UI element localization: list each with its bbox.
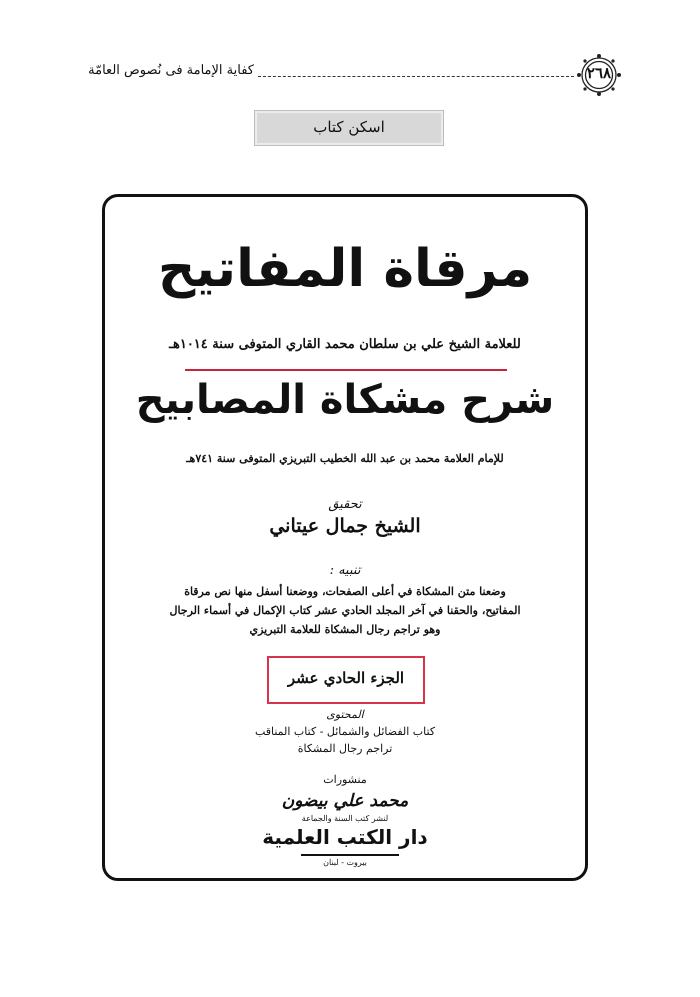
- title-divider: [185, 369, 507, 371]
- note-line: المفاتيح، والحقنا في آخر المجلد الحادي عشر كتاب الإكمال في أسماء الرجال: [169, 604, 521, 617]
- author-line: للعلامة الشيخ علي بن سلطان محمد القاري المتوفى سنة ١٠١٤هـ: [169, 337, 521, 352]
- tahqiq-label: تحقيق: [328, 497, 362, 512]
- press-name: دار الكتب العلمية: [262, 825, 428, 849]
- running-title: كفاية الإمامة فى نُصوص العامّة: [88, 63, 254, 78]
- contents-line: كتاب الفضائل والشمائل - كتاب المناقب: [254, 725, 436, 738]
- note-line: وهو تراجم رجال المشكاة للعلامة التبريزي: [249, 623, 441, 636]
- volume-highlight-box: [267, 656, 425, 704]
- publisher-tagline: لنشر كتب السنة والجماعة: [301, 814, 389, 823]
- contents-line: تراجم رجال المشكاة: [297, 742, 393, 755]
- press-location: بيروت - لبنان: [323, 858, 367, 867]
- header-rule: [258, 76, 574, 77]
- book-sub-title: شرح مشكاة المصابيح: [135, 377, 555, 423]
- volume-title: الجزء الحادي عشر: [287, 669, 405, 687]
- contents-label: المحتوى: [326, 708, 364, 721]
- sub-author-line: للإمام العلامة محمد بن عبد الله الخطيب التبريزي المتوفى سنة ٧٤١هـ: [186, 452, 504, 465]
- publisher-name: محمد علي بيضون: [281, 791, 409, 811]
- editor-name: الشيخ جمال عيتاني: [269, 515, 421, 537]
- book-cover-scan: [102, 194, 588, 881]
- note-line: وضعنا متن المشكاة في أعلى الصفحات، ووضعنا أسفل منها نص مرقاة: [184, 585, 506, 598]
- page-number: ٢٦٨: [586, 64, 612, 82]
- book-main-title: مرقاة المفاتيح: [157, 239, 533, 299]
- note-label: تنبيه :: [329, 563, 361, 578]
- scan-label: اسكن كتاب: [313, 118, 385, 136]
- scan-label-box: [254, 110, 444, 146]
- press-underline: [301, 854, 399, 856]
- publisher-label: منشورات: [323, 773, 367, 786]
